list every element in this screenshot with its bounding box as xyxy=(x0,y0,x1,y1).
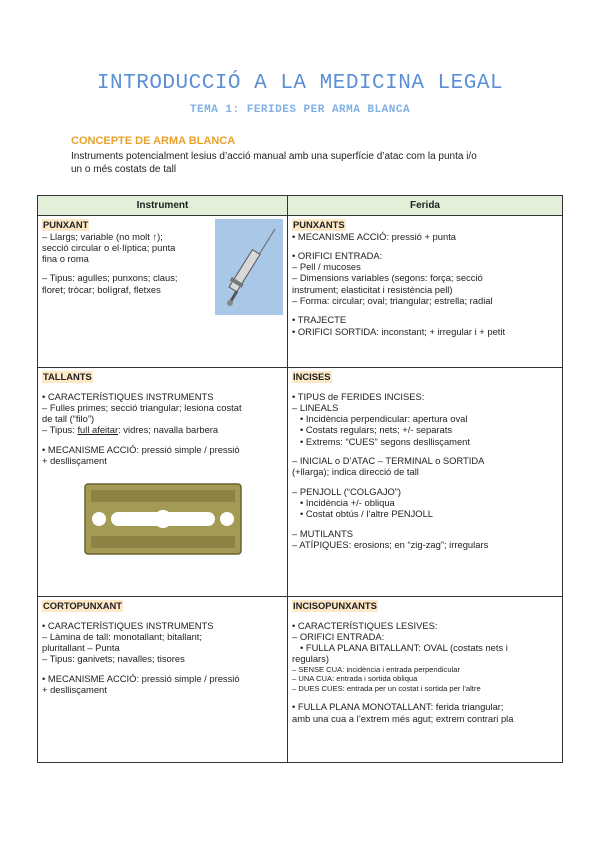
text-line: • CARACTERÍSTIQUES INSTRUMENTS xyxy=(42,619,214,631)
cell-tallants xyxy=(38,368,288,597)
cell-cortopunxant xyxy=(38,597,288,763)
section-title-cortopunxant: CORTOPUNXANT xyxy=(43,600,122,612)
text-line: floret; tròcar; bolígraf, fletxes xyxy=(42,283,161,295)
table-row xyxy=(38,368,563,597)
text-line: – SENSE CUA: incidència i entrada perpendicular xyxy=(292,664,460,674)
table-header-row xyxy=(38,196,563,216)
text-line: – INICIAL o D’ATAC – TERMINAL o SORTIDA xyxy=(292,455,485,467)
section-title-incises: INCISES xyxy=(293,371,331,383)
text-line: fina o roma xyxy=(42,253,89,265)
text-line: + desllisçament xyxy=(42,455,107,467)
section-title-punxants: PUNXANTS xyxy=(293,219,345,231)
text-line: • MECANISME ACCIÓ: pressió + punta xyxy=(292,230,457,242)
text-line: • TIPUS de FERIDES INCISES: xyxy=(292,390,425,402)
text-line: – Tipus: full afeitar: vidres; navalla barbera xyxy=(42,424,219,436)
concept-line-2: un o més costats de tall xyxy=(71,164,177,175)
header-instrument: Instrument xyxy=(38,196,288,216)
text-line: – ORIFICI ENTRADA: xyxy=(292,630,385,642)
section-title-incisopunxants: INCISOPUNXANTS xyxy=(293,600,377,612)
cell-incises xyxy=(288,368,563,597)
text-line: – UNA CUA: entrada i sortida obliqua xyxy=(292,674,418,684)
text-line: de tall (“filo”) xyxy=(42,413,95,425)
concept-heading: CONCEPTE DE ARMA BLANCA xyxy=(71,135,236,147)
section-title-punxant: PUNXANT xyxy=(43,219,89,231)
text-line: • MECANISME ACCIÓ: pressió simple / pressió xyxy=(42,672,240,684)
text-line: amb una cua a l’extrem més agut; extrem contrari pla xyxy=(292,712,514,724)
text-line: – Làmina de tall: monotallant; bitallant; xyxy=(42,630,202,642)
syringe-image xyxy=(215,219,283,315)
text-line: – Forma: circular; oval; triangular; estrella; radial xyxy=(292,295,493,307)
text-line: – Dimensions variables (segons: força; secció xyxy=(292,272,483,284)
text-line: – Llargs; variable (no molt ↑); xyxy=(42,230,163,242)
text-line: + desllisçament xyxy=(42,684,107,696)
text-line: – LINEALS xyxy=(292,401,339,413)
section-title-tallants: TALLANTS xyxy=(43,371,92,383)
text-line: – MUTILANTS xyxy=(292,527,353,539)
text-line: – Fulles primes; secció triangular; lesiona costat xyxy=(42,401,242,413)
text-line: – ATÍPIQUES: erosions; en “zig-zag”; irregulars xyxy=(292,538,489,550)
text-line: • MECANISME ACCIÓ: pressió simple / pressió xyxy=(42,443,240,455)
text-line: instrument; elasticitat i resistència pell) xyxy=(292,283,453,295)
concept-text xyxy=(71,150,561,176)
text-line: • TRAJECTE xyxy=(292,314,347,326)
concept-line-1: Instruments potencialment lesius d’acció manual amb una superfície d’atac com la punta i/o xyxy=(71,151,477,162)
text-line: • Extrems: “CUES” segons desllisçament xyxy=(300,435,470,447)
text-line: • Incidència perpendicular: apertura oval xyxy=(300,413,468,425)
text-line: – DUES CUES: entrada per un costat i sortida per l’altre xyxy=(292,683,481,693)
cell-incisopunxants xyxy=(288,597,563,763)
table-row xyxy=(38,216,563,368)
text-line: • Costat obtús / l’altre PENJOLL xyxy=(300,508,434,520)
text-line: • ORIFICI ENTRADA: xyxy=(292,249,383,261)
page-title: INTRODUCCIÓ A LA MEDICINA LEGAL xyxy=(96,72,504,95)
text-line: – Pell / mucoses xyxy=(292,261,361,273)
wounds-table xyxy=(37,195,563,763)
text-line: • Costats regulars; nets; +/- separats xyxy=(300,424,453,436)
text-line: – PENJOLL (“COLGAJO”) xyxy=(292,485,402,497)
razor-blade-image xyxy=(83,482,243,556)
cell-punxant xyxy=(38,216,288,368)
text-line: – Tipus: agulles; punxons; claus; xyxy=(42,272,178,284)
text-line: • FULLA PLANA BITALLANT: OVAL (costats nets i xyxy=(300,642,508,654)
text-line: • FULLA PLANA MONOTALLANT: ferida triangular; xyxy=(292,701,504,713)
page-subtitle: TEMA 1: FERIDES PER ARMA BLANCA xyxy=(189,104,411,116)
cell-punxants xyxy=(288,216,563,368)
text-line: secció circular o el·líptica; punta xyxy=(42,241,176,253)
table-row xyxy=(38,597,563,763)
text-line: regulars) xyxy=(292,653,329,665)
text-line: – Tipus: ganivets; navalles; tisores xyxy=(42,653,185,665)
text-line: • ORIFICI SORTIDA: inconstant; + irregular i + petit xyxy=(292,325,506,337)
text-line: • CARACTERÍSTIQUES LESIVES: xyxy=(292,619,438,631)
text-line: • Incidència +/- obliqua xyxy=(300,496,395,508)
text-line: pluritallant – Punta xyxy=(42,642,120,654)
text-line: (+llarga); indica direcció de tall xyxy=(292,466,419,478)
header-ferida: Ferida xyxy=(288,196,563,216)
text-line: • CARACTERÍSTIQUES INSTRUMENTS xyxy=(42,390,214,402)
